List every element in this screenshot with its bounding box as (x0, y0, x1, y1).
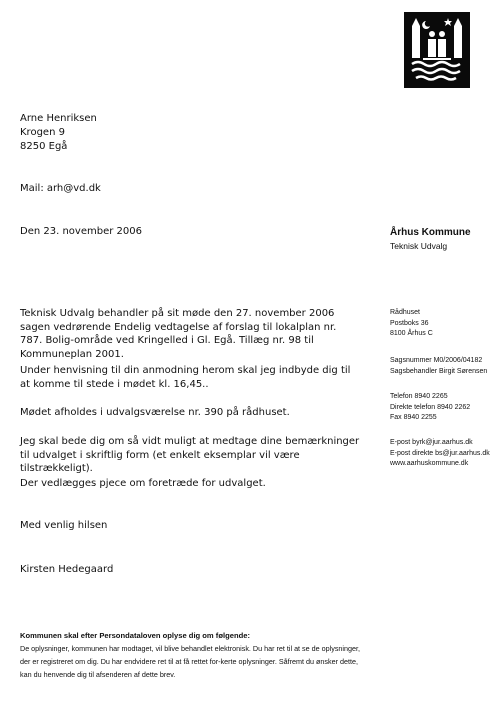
sender-phones (390, 392, 470, 424)
body-paragraph-3: Mødet afholdes i udvalgsværelse nr. 390 på rådhuset. (20, 407, 290, 418)
recipient-name: Arne Henriksen (20, 113, 97, 124)
recipient-mail: Mail: arh@vd.dk (20, 183, 101, 194)
recipient-address (20, 112, 97, 154)
website-line: www.aarhuskommune.dk (390, 460, 469, 467)
recipient-street: Krogen 9 (20, 127, 65, 138)
city-coat-of-arms-icon (404, 12, 470, 88)
body-paragraph-5: Der vedlægges pjece om foretræde for udvalget. (20, 478, 266, 489)
sender-org-name: Århus Kommune (390, 227, 471, 238)
sender-dept: Teknisk Udvalg (390, 241, 448, 251)
phone-line: Direkte telefon 8940 2262 (390, 403, 471, 411)
email-line: E-post direkte bs@jur.aarhus.dk (390, 449, 490, 457)
sender-web (390, 438, 490, 470)
case-handler: Sagsbehandler Birgit Sørensen (390, 367, 488, 375)
privacy-notice-title: Kommunen skal efter Persondataloven oplyse dig om følgende: (20, 631, 250, 640)
sender-location (390, 308, 433, 340)
closing-line: Med venlig hilsen (20, 520, 108, 531)
body-paragraph-1: Teknisk Udvalg behandler på sit møde den 27. november 2006 sagen vedrørende Endelig vedtagelse af forslag til lokalplan nr. 787. Bolig-område ved Kringelled i Gl. Egå. Tillæg nr. 98 til Kommuneplan 2001. (20, 308, 337, 360)
sender-org (390, 227, 471, 251)
case-number: Sagsnummer M0/2006/04182 (390, 357, 483, 364)
body-paragraph-2: Under henvisning til din anmodning herom skal jeg indbyde dig til at komme til stede i mødet kl. 16,45.. (20, 365, 351, 390)
location-line: Rådhuset (390, 309, 420, 316)
location-line: 8100 Århus C (390, 330, 433, 337)
phone-line: Telefon 8940 2265 (390, 393, 448, 400)
body-paragraph-4: Jeg skal bede dig om så vidt muligt at medtage dine bemærkninger til udvalget i skriftlig form (et enkelt eksemplar vil være tilstrækkeligt). (20, 436, 360, 474)
email-line: E-post byrk@jur.aarhus.dk (390, 439, 473, 446)
letter-date: Den 23. november 2006 (20, 226, 142, 237)
location-line: Postboks 36 (390, 319, 429, 327)
recipient-city: 8250 Egå (20, 141, 68, 152)
privacy-notice (20, 629, 360, 681)
signer-name: Kirsten Hedegaard (20, 564, 114, 575)
fax-line: Fax 8940 2255 (390, 414, 437, 421)
privacy-notice-text: De oplysninger, kommunen har modtaget, vil blive behandlet elektronisk. Du har ret til at se de oplysninger, der er registreret om dig. Du har endvidere ret til at få rettet for-kerte oplysninger. Såfremt du ønsker dette, kan du henvende dig til afsenderen af dette brev. (20, 644, 360, 679)
sender-case (390, 356, 487, 377)
